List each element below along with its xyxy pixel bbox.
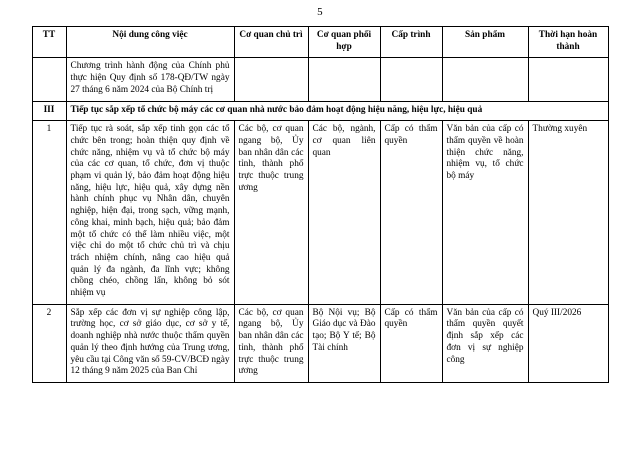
table-row — [32, 58, 608, 101]
cell-content: Tiếp tục rà soát, sắp xếp tinh gọn các tổ chức bên trong; hoàn thiện quy định về chức năng, nhiệm vụ và tổ chức bộ máy của các cơ quan, tổ chức, đơn vị thuộc phạm vi quản lý, bảo đảm hoạt động hiệu năng, hiệu lực, hiệu quả, xây dựng nền hành chính phục vụ Nhân dân, chuyên nghiệp, hiện đại, trong sạch, vững mạnh, công khai, minh bạch, hiệu quả; bảo đảm một tổ chức có thể làm nhiều việc, một việc chỉ do một tổ chức chủ trì và chịu trách nhiệm chính, nâng cao hiệu quả quản lý đa ngành, đa lĩnh vực; không chồng chéo, chồng lấn, không bỏ sót nhiệm vụ — [66, 121, 234, 305]
cell-section-number: III — [32, 101, 66, 121]
table-row — [32, 304, 608, 382]
cell-coordinating-agency: Các bộ, ngành, cơ quan liên quan — [308, 121, 380, 305]
table-body — [32, 58, 608, 383]
cell-content: Sắp xếp các đơn vị sự nghiệp công lập, trường học, cơ sở giáo dục, cơ sở y tế, doanh nghiệp nhà nước thuộc thẩm quyền quản lý theo định hướng của Trung ương, yêu cầu tại Công văn số 59-CV/BCĐ ngày 12 tháng 9 năm 2025 của Ban Chỉ — [66, 304, 234, 382]
cell-deadline — [528, 58, 608, 101]
column-header-deadline: Thời hạn hoàn thành — [528, 27, 608, 58]
cell-lead-agency: Các bộ, cơ quan ngang bộ, Ủy ban nhân dân các tỉnh, thành phố trực thuộc trung ương — [234, 304, 308, 382]
cell-submission-level: Cấp có thẩm quyền — [380, 304, 442, 382]
column-header-coordinating-agency: Cơ quan phối hợp — [308, 27, 380, 58]
column-header-product: Sản phẩm — [442, 27, 528, 58]
cell-submission-level: Cấp có thẩm quyền — [380, 121, 442, 305]
table-header-row — [32, 27, 608, 58]
cell-coordinating-agency — [308, 58, 380, 101]
cell-tt — [32, 58, 66, 101]
page-number: 5 — [317, 6, 323, 18]
cell-lead-agency: Các bộ, cơ quan ngang bộ, Ủy ban nhân dân các tỉnh, thành phố trực thuộc trung ương — [234, 121, 308, 305]
cell-coordinating-agency: Bộ Nội vụ; Bộ Giáo dục và Đào tạo; Bộ Y tế; Bộ Tài chính — [308, 304, 380, 382]
cell-section-title: Tiếp tục sắp xếp tổ chức bộ máy các cơ quan nhà nước bảo đảm hoạt động hiệu năng, hiệu lực, hiệu quả — [66, 101, 608, 121]
cell-deadline: Thường xuyên — [528, 121, 608, 305]
column-header-submission-level: Cấp trình — [380, 27, 442, 58]
column-header-tt: TT — [32, 27, 66, 58]
cell-lead-agency — [234, 58, 308, 101]
cell-product: Văn bản của cấp có thẩm quyền quyết định sắp xếp các đơn vị sự nghiệp công — [442, 304, 528, 382]
cell-deadline: Quý III/2026 — [528, 304, 608, 382]
cell-product: Văn bản của cấp có thẩm quyền về hoàn thiện chức năng, nhiệm vụ, tổ chức bộ máy — [442, 121, 528, 305]
cell-product — [442, 58, 528, 101]
cell-tt: 2 — [32, 304, 66, 382]
cell-content: Chương trình hành động của Chính phủ thực hiện Quy định số 178-QĐ/TW ngày 27 tháng 6 năm 2024 của Bộ Chính trị — [66, 58, 234, 101]
cell-tt: 1 — [32, 121, 66, 305]
column-header-content: Nội dung công việc — [66, 27, 234, 58]
table-row — [32, 121, 608, 305]
table-header — [32, 27, 608, 58]
column-header-lead-agency: Cơ quan chủ trì — [234, 27, 308, 58]
document-page — [0, 6, 640, 459]
cell-submission-level — [380, 58, 442, 101]
work-plan-table — [32, 26, 609, 383]
table-section-row — [32, 101, 608, 121]
